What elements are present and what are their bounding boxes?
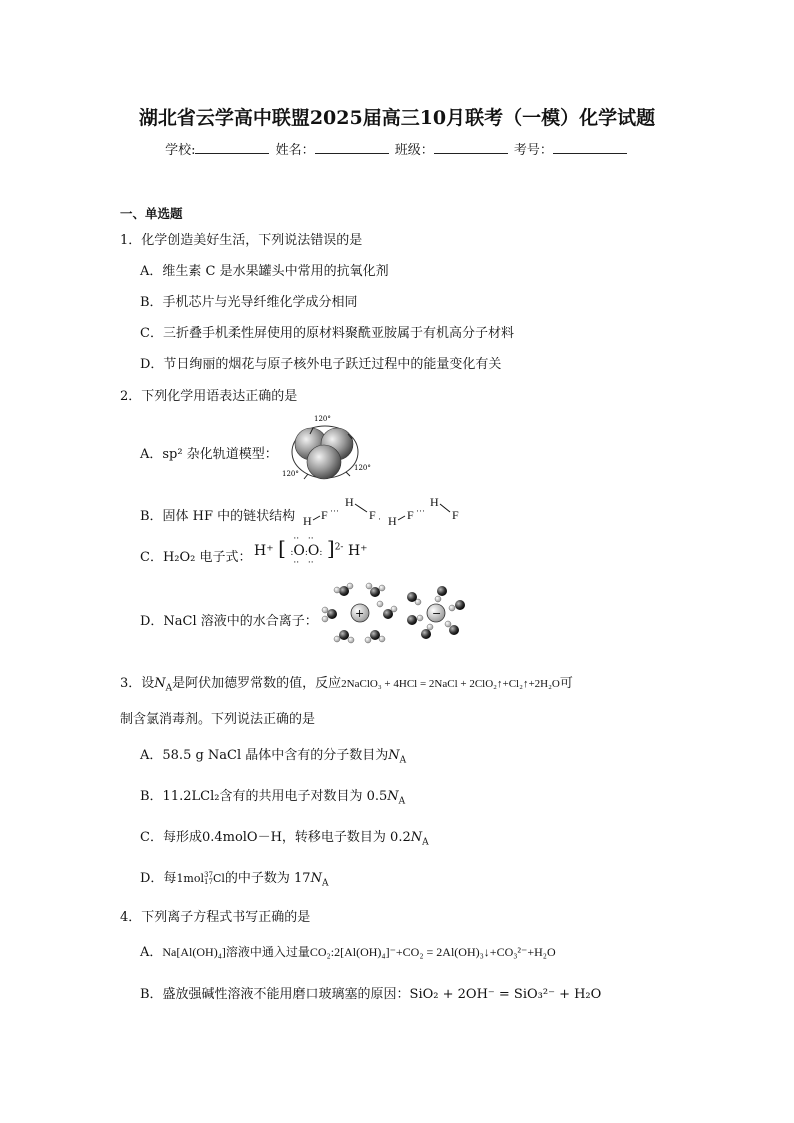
q2-stem: 2．下列化学用语表达正确的是 [120, 389, 298, 404]
angle-label-top: 120° [314, 415, 331, 423]
avogadro-subscript: A [165, 683, 173, 694]
q1-option-a: A．维生素 C 是水果罐头中常用的抗氧化剂 [140, 264, 389, 279]
exam-no-blank [553, 141, 627, 154]
q3-option-b-text: B．11.2LCl₂含有的共用电子对数目为 0.5 [140, 789, 388, 804]
q3-equation: 2NaClO₃ + 4HCl = 2NaCl + 2ClO₂↑+Cl₂↑+2H₂O [341, 678, 560, 690]
charge-2minus: 2- [334, 542, 344, 553]
oxygen-atom-2: O [307, 543, 320, 559]
svg-text:·: · [378, 514, 381, 524]
name-label: 姓名： [275, 143, 315, 158]
sp2-orbital-model-image [280, 412, 380, 490]
q3-stem-mid: 是阿伏加德罗常数的值，反应 [172, 676, 342, 691]
q3-b-na-sub: A [398, 796, 406, 807]
q4-option-a [140, 941, 556, 960]
q3-stem-line1 [120, 672, 573, 694]
q2-option-c: C．H₂O₂ 电子式： [140, 550, 252, 565]
page-title: 湖北省云学高中联盟2025届高三10月联考（一模）化学试题 [138, 107, 656, 129]
svg-text:−: − [432, 607, 442, 620]
q3-stem-end: 可 [559, 676, 573, 691]
svg-text:···: ··· [330, 506, 339, 516]
q2-option-a: A．sp² 杂化轨道模型： [140, 447, 278, 462]
q3-option-d [140, 867, 328, 889]
q3-option-d-text: D．每 [140, 871, 177, 886]
q3-d-mol: 1mol [176, 872, 205, 885]
q3-option-a-text: A．58.5 g NaCl 晶体中含有的分子数目为 [140, 748, 389, 763]
q3-option-c-text: C．每形成0.4molO－H，转移电子数目为 0.2 [140, 830, 411, 845]
svg-text:F: F [321, 508, 328, 522]
name-blank [315, 141, 389, 154]
school-blank [195, 141, 269, 154]
q3-a-na-sub: A [399, 755, 407, 766]
student-info-line [0, 139, 794, 158]
q4-stem: 4．下列离子方程式书写正确的是 [120, 910, 311, 925]
angle-label-right: 120° [354, 464, 371, 472]
svg-text:H: H [430, 495, 439, 509]
q3-d-na: N [310, 871, 322, 886]
q3-a-na: N [388, 748, 400, 763]
isotope-mass-number: 37 [204, 870, 213, 879]
oxygen-atom-1: O [293, 543, 305, 559]
isotope-symbol: Cl [212, 872, 225, 885]
angle-label-left: 120° [282, 470, 299, 478]
q2-option-d: D．NaCl 溶液中的水合离子： [140, 614, 318, 629]
q3-c-na: N [410, 830, 423, 845]
q3-stem-start: 3．设 [120, 676, 155, 691]
svg-text:H: H [303, 514, 312, 528]
q3-d-isotope-numbers [204, 872, 213, 886]
q3-option-c [140, 826, 429, 848]
hydrogen-ion-right: H⁺ [347, 543, 368, 559]
q4-option-a-label: A． [140, 945, 163, 960]
svg-text:+: + [355, 607, 365, 620]
q3-d-tail: 的中子数为 17 [224, 871, 311, 886]
svg-text:···: ··· [416, 506, 425, 516]
q3-option-b [140, 785, 405, 807]
h2o2-electron-formula: H⁺ [ : ·· O ·· : ·· O ·· : ]$^{2-}$ H⁺ [254, 534, 368, 568]
q3-d-na-sub: A [321, 878, 329, 889]
q1-option-d: D．节日绚丽的烟花与原子核外电子跃迁过程中的能量变化有关 [140, 357, 502, 372]
school-label: 学校: [165, 143, 196, 158]
class-label: 班级： [394, 143, 434, 158]
svg-text:F: F [369, 508, 376, 522]
q3-b-na: N [387, 789, 399, 804]
q3-option-a [140, 744, 406, 766]
svg-text:F: F [452, 508, 459, 522]
q3-stem-line2: 制含氯消毒剂。下列说法正确的是 [120, 712, 316, 727]
hydrated-ions-image [320, 582, 475, 644]
svg-text:H: H [388, 514, 397, 528]
q4-option-a-text: Na[Al(OH)₄]溶液中通入过量CO₂:2[Al(OH)₄]⁻+CO₂ = 2Al(OH)₃↓+CO₃²⁻+H₂O [162, 945, 556, 959]
svg-text:H: H [345, 495, 354, 509]
q4-option-b: B．盛放强碱性溶液不能用磨口玻璃塞的原因：SiO₂ + 2OH⁻ = SiO₃²⁻ + H₂O [140, 987, 602, 1002]
q1-option-c: C．三折叠手机柔性屏使用的原材料聚酰亚胺属于有机高分子材料 [140, 326, 514, 341]
exam-no-label: 考号： [513, 143, 553, 158]
isotope-atomic-number: 17 [204, 877, 213, 886]
section-heading: 一、单选题 [120, 206, 183, 221]
q3-c-na-sub: A [422, 837, 429, 848]
avogadro-symbol: N [154, 676, 166, 691]
hf-chain-structure-image [300, 492, 470, 532]
q2-option-b: B．固体 HF 中的链状结构 [140, 509, 296, 524]
q1-stem: 1．化学创造美好生活，下列说法错误的是 [120, 233, 363, 248]
svg-text:F: F [407, 508, 414, 522]
q1-option-b: B．手机芯片与光导纤维化学成分相同 [140, 295, 358, 310]
hydrogen-ion-left: H⁺ [254, 543, 274, 559]
class-blank [434, 141, 508, 154]
